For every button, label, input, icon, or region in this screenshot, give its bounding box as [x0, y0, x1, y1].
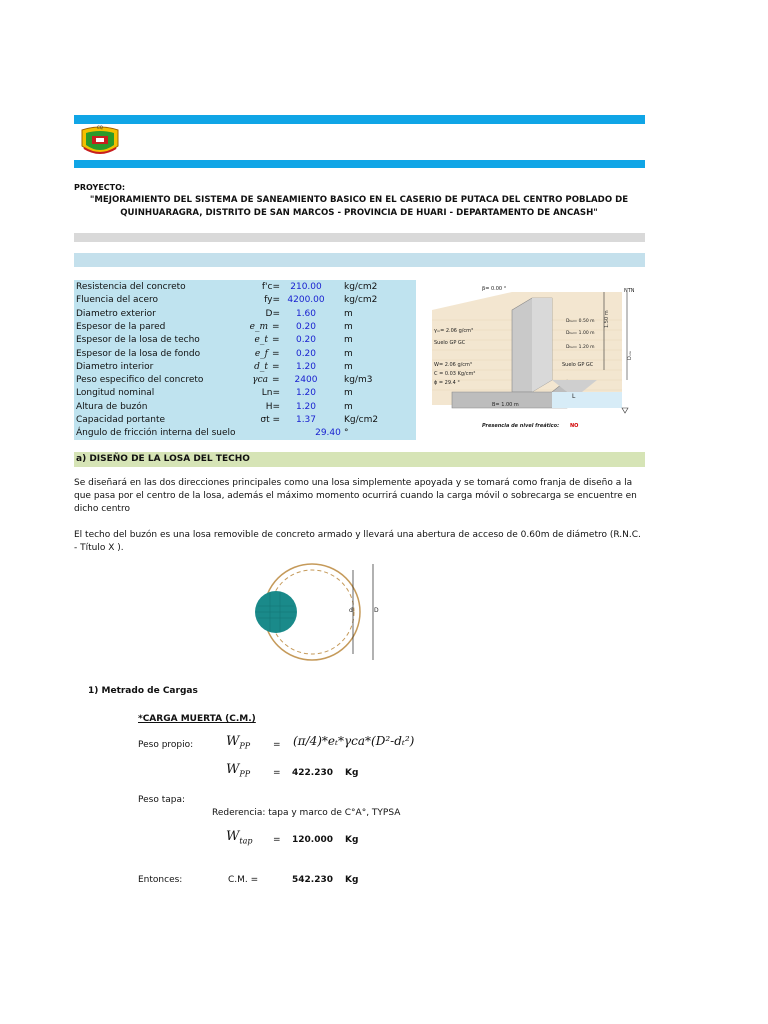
section-a-heading: a) DISEÑO DE LA LOSA DEL TECHO	[74, 452, 645, 467]
referencia-text: Rederencia: tapa y marco de C°A°, TYPSA	[212, 808, 401, 818]
proyecto-title-line2: QUINHUARAGRA, DISTRITO DE SAN MARCOS - PROVINCIA DE HUARI - DEPARTAMENTO DE ANCASH"	[120, 208, 598, 218]
parameter-label: Espesor de la losa de fondo	[76, 348, 201, 359]
parameter-label: Espesor de la losa de techo	[76, 335, 200, 346]
wtap-equals: =	[273, 835, 281, 845]
entonces-label: Entonces:	[138, 875, 183, 885]
wtap-symbol: $W_{tap}$	[226, 829, 253, 846]
parameter-equals: =	[272, 361, 280, 372]
parameter-symbol: σt =	[260, 415, 280, 425]
parameter-unit: m	[344, 388, 353, 399]
parameter-row	[76, 374, 416, 387]
metrado-heading: 1) Metrado de Cargas	[88, 686, 198, 696]
cm-unit: Kg	[345, 875, 359, 885]
diagram-d2: Dₗₗₐₗ= 1.00 m	[566, 331, 595, 336]
parameter-value: 210.00	[290, 282, 322, 292]
wpp-equals: =	[273, 740, 281, 750]
circle-D-label: D	[374, 607, 379, 614]
wpp-symbol: $W_{PP}$	[226, 734, 251, 751]
parameter-label: Ángulo de fricción interna del suelo	[76, 428, 236, 439]
municipality-logo	[78, 124, 122, 160]
parameter-unit: m	[344, 348, 353, 359]
carga-muerta-heading: *CARGA MUERTA (C.M.)	[138, 714, 256, 724]
parameter-value: 1.20	[295, 401, 317, 412]
parameter-row	[76, 427, 416, 440]
diagram-beta: β= 0.00 °	[482, 286, 507, 292]
parameter-symbol: e_m	[249, 321, 268, 332]
parameter-symbol: d_t	[254, 361, 268, 372]
proyecto-title-line1: "MEJORAMIENTO DEL SISTEMA DE SANEAMIENTO BASICO EN EL CASERIO DE PUTACA DEL CENTRO POBLADO DE	[89, 195, 629, 205]
circle-d-label: d	[349, 607, 353, 614]
parameter-unit: m	[344, 308, 353, 319]
wpp-unit: Kg	[345, 768, 359, 778]
parameter-label: Altura de buzón	[76, 401, 148, 412]
diagram-b: B= 1.00 m	[492, 402, 519, 408]
parameter-symbol: γca	[252, 375, 268, 386]
parameter-unit: m	[344, 401, 353, 412]
parameter-unit: Kg/cm2	[344, 415, 379, 425]
peso-tapa-label: Peso tapa:	[138, 795, 186, 805]
diagram-freatico: Presencia de nivel freático:	[482, 423, 560, 429]
parameter-value: 0.20	[295, 348, 317, 359]
parameter-value: 29.40	[315, 428, 341, 439]
parameter-unit: m	[344, 335, 353, 346]
diagram-suelo2: Suelo GP GC	[562, 362, 594, 368]
parameter-value: 2400	[294, 375, 318, 386]
wpp-formula: (π/4)*eₜ*γca*(D²-dₜ²)	[293, 734, 415, 748]
parameter-value: 4200.00	[287, 295, 325, 306]
svg-text:CQ: CQ	[97, 125, 103, 130]
parameter-unit: kg/cm2	[344, 282, 378, 292]
parameter-unit: m	[344, 361, 353, 372]
cm-label: C.M. =	[228, 875, 259, 885]
diagram-h-label: 1.50 m	[604, 310, 610, 328]
parameter-symbol: fy=	[264, 295, 280, 306]
foundation-soil-diagram	[422, 280, 644, 436]
parameter-equals: =	[272, 375, 280, 386]
diagram-freatico-value: NO	[570, 423, 579, 429]
proyecto-label: PROYECTO:	[74, 183, 126, 192]
wtap-value: 120.000	[292, 835, 333, 845]
parameter-label: Diametro interior	[76, 361, 154, 372]
parameter-unit: kg/cm2	[344, 295, 378, 306]
diagram-phi: ϕ = 29.4 °	[434, 380, 460, 386]
peso-propio-label: Peso propio:	[138, 740, 194, 750]
paragraph-2: El techo del buzón es una losa removible de concreto armado y llevará una abertura de acceso de 0.60m de diámetro (R.N.C. - Título X ).	[74, 530, 641, 553]
lightblue-separator	[74, 253, 645, 267]
parameter-row	[76, 281, 416, 294]
parameter-label: Peso especifico del concreto	[76, 375, 204, 386]
parameter-symbol: f'c=	[261, 282, 280, 292]
parameter-label: Capacidad portante	[76, 415, 166, 425]
diagram-df-label: Dₓₗₐ	[627, 351, 633, 360]
header-top-band	[74, 115, 645, 124]
diagram-c: C = 0.03 Kg/cm²	[434, 371, 476, 377]
slab-opening-diagram	[240, 560, 390, 665]
parameter-value: 0.20	[295, 335, 317, 346]
diagram-ntn: NTN	[624, 288, 635, 294]
parameter-symbol: e_f	[254, 348, 268, 359]
parameter-label: Espesor de la pared	[76, 321, 166, 332]
parameter-symbol: e_t	[254, 335, 268, 346]
parameter-equals: =	[272, 321, 280, 332]
diagram-suelo1: Suelo GP GC	[434, 340, 466, 346]
parameter-row	[76, 308, 416, 321]
parameter-symbol: H=	[265, 401, 280, 412]
paragraph-1: Se diseñará en las dos direcciones principales como una losa simplemente apoyada y se tomará como franja de diseño a la que pasa por el centro de la losa, además el máximo momento ocurrirá cuando la carga móvil o sobrecarga se encuentre en dicho centro	[74, 478, 637, 514]
wtap-unit: Kg	[345, 835, 359, 845]
parameter-equals: =	[272, 335, 280, 346]
parameter-row	[76, 387, 416, 400]
grey-separator	[74, 233, 645, 242]
parameter-label: Resistencia del concreto	[76, 282, 186, 292]
parameter-unit: °	[344, 428, 349, 439]
wpp-value: 422.230	[292, 768, 333, 778]
parameter-value: 1.20	[295, 361, 317, 372]
parameter-value: 1.20	[295, 388, 317, 399]
wpp-symbol-2: $W_{PP}$	[226, 762, 251, 779]
parameter-row	[76, 334, 416, 347]
wpp-equals-2: =	[273, 768, 281, 778]
parameter-equals: =	[272, 348, 280, 359]
parameter-row	[76, 361, 416, 374]
parameter-row	[76, 294, 416, 307]
parameter-row	[76, 414, 416, 427]
diagram-d1: Dₗₗₐₗ= 0.50 m	[566, 319, 595, 324]
parameter-row	[76, 321, 416, 334]
header-bottom-band	[74, 160, 645, 168]
parameter-symbol: D=	[265, 308, 280, 319]
parameter-row	[76, 348, 416, 361]
parameter-row	[76, 401, 416, 414]
cm-value: 542.230	[292, 875, 333, 885]
parameter-unit: m	[344, 321, 353, 332]
parameter-symbol: Ln=	[261, 388, 280, 399]
diagram-l: L	[572, 393, 576, 400]
diagram-d3: Dₗₗₐₗ= 1.20 m	[566, 345, 595, 350]
parameter-value: 1.60	[295, 308, 317, 319]
parameter-label: Diametro exterior	[76, 308, 156, 319]
diagram-ym: γₘ= 2.06 g/cm³	[434, 328, 474, 334]
parameter-unit: kg/m3	[344, 375, 373, 386]
parameter-value: 1.37	[295, 415, 317, 425]
diagram-w: W= 2.06 g/cm³	[434, 362, 472, 368]
parameter-label: Fluencia del acero	[76, 295, 159, 306]
parameter-label: Longitud nominal	[76, 388, 155, 399]
parameter-value: 0.20	[295, 321, 317, 332]
